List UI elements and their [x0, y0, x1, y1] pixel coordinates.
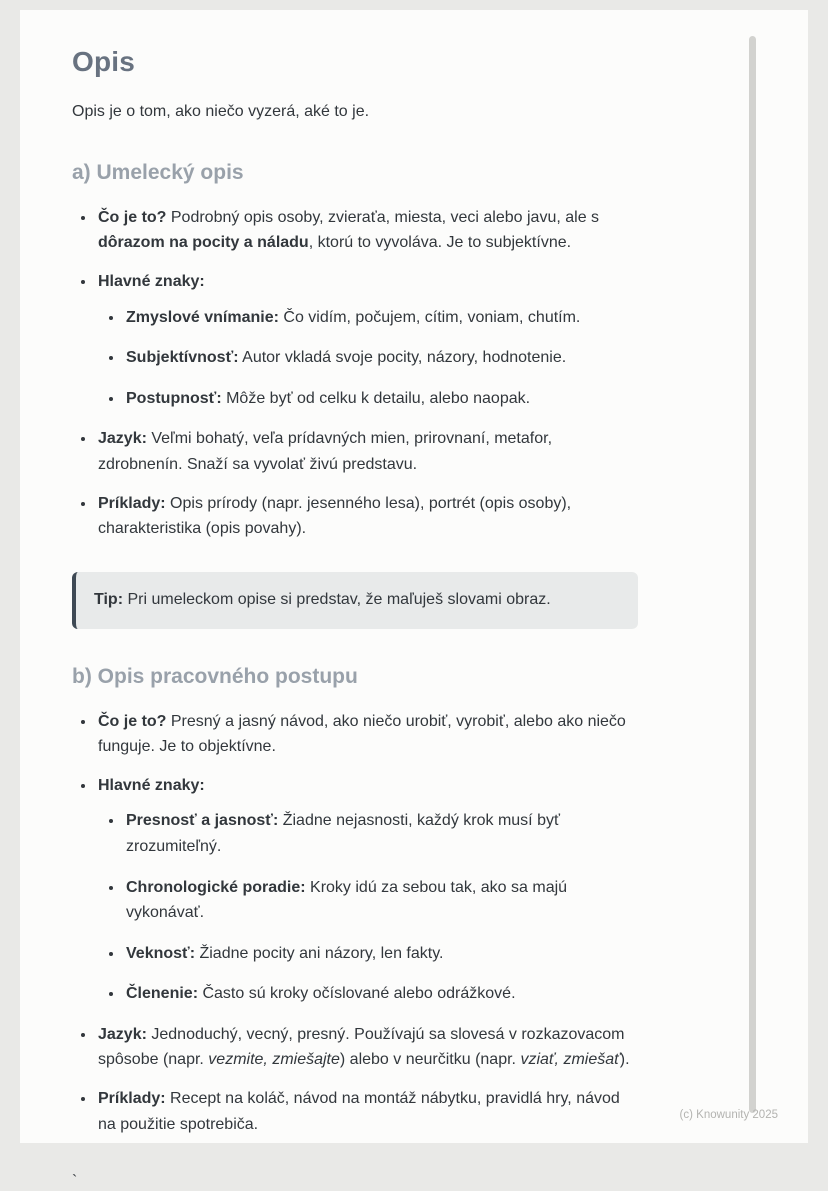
- text-segment: ).: [619, 1051, 630, 1069]
- sub-list-item: [124, 981, 638, 1007]
- bullet-list: [72, 205, 638, 542]
- sub-list-item: [124, 345, 638, 371]
- section-heading: b) Opis pracovného postupu: [72, 664, 358, 688]
- text-segment: Subjektívnosť:: [126, 349, 239, 367]
- text-segment: Recept na koláč, návod na montáž nábytku, pravidlá hry, návod na použitie spotrebiča.: [98, 1090, 620, 1133]
- text-segment: Jazyk:: [98, 1025, 147, 1043]
- text-segment: Chronologické poradie:: [126, 878, 306, 896]
- text-segment: vezmite, zmiešajte: [208, 1051, 340, 1069]
- text-segment: Presnosť a jasnosť:: [126, 812, 279, 830]
- list-item: [96, 269, 638, 411]
- document-content: [72, 46, 638, 1191]
- document-page: [20, 10, 808, 1191]
- text-segment: , ktorú to vyvoláva. Je to subjektívne.: [308, 234, 572, 252]
- text-segment: Kroky idú za sebou tak, ako sa majú vykonávať.: [126, 878, 568, 922]
- text-segment: Presný a jasný návod, ako niečo urobiť, vyrobiť, alebo ako niečo funguje. Je to objektívne.: [98, 712, 626, 756]
- list-item: [96, 491, 638, 542]
- text-segment: Čo je to?: [98, 208, 167, 226]
- sub-list-item: [124, 386, 638, 412]
- sub-bullet-list: [98, 305, 638, 412]
- text-segment: Členenie:: [126, 985, 199, 1003]
- text-segment: Často sú kroky očíslované alebo odrážkové.: [198, 985, 516, 1003]
- tip-callout: [72, 572, 638, 629]
- text-segment: Čo vidím, počujem, cítim, voniam, chutím.: [278, 308, 581, 326]
- text-segment: Veknosť:: [126, 944, 196, 962]
- text-segment: Autor vkladá svoje pocity, názory, hodnotenie.: [238, 349, 567, 367]
- text-segment: Pri umeleckom opise si predstav, že maľuješ slovami obraz.: [123, 590, 551, 608]
- text-segment: Tip:: [94, 590, 124, 608]
- text-segment: Opis prírody (napr. jesenného lesa), portrét (opis osoby), charakteristika (opis povahy).: [98, 494, 572, 538]
- text-segment: Podrobný opis osoby, zvieraťa, miesta, veci alebo javu, ale s: [166, 208, 600, 226]
- sub-list-item: [124, 941, 638, 967]
- text-segment: Veľmi bohatý, veľa prídavných mien, prirovnaní, metafor, zdrobnenín. Snaží sa vyvolať živú predstavu.: [98, 430, 553, 473]
- sub-list-item: [124, 305, 638, 331]
- list-item: [96, 1086, 638, 1137]
- list-item: [96, 709, 638, 760]
- text-segment: Príklady:: [98, 494, 166, 512]
- text-segment: Hlavné znaky:: [98, 272, 205, 290]
- list-item: [96, 773, 638, 1007]
- text-segment: Hlavné znaky:: [98, 776, 205, 794]
- text-segment: Zmyslové vnímanie:: [126, 308, 279, 326]
- sub-list-item: [124, 808, 638, 859]
- text-segment: Postupnosť:: [126, 389, 222, 407]
- text-segment: Žiadne nejasnosti, každý krok musí byť zrozumiteľný.: [126, 812, 560, 855]
- text-segment: Čo je to?: [98, 712, 167, 730]
- text-segment: Príklady:: [98, 1090, 166, 1108]
- text-segment: Jazyk:: [98, 430, 147, 448]
- stray-backtick: `: [72, 1173, 78, 1191]
- text-segment: Žiadne pocity ani názory, len fakty.: [195, 944, 444, 962]
- bullet-list: [72, 709, 638, 1138]
- sub-bullet-list: [98, 808, 638, 1007]
- sections-container: [72, 161, 638, 1137]
- text-segment: Jednoduchý, vecný, presný. Používajú sa slovesá v rozkazovacom spôsobe (napr.: [98, 1025, 625, 1069]
- text-segment: ) alebo v neurčitku (napr.: [339, 1051, 521, 1069]
- footer-watermark: (c) Knowunity 2025: [679, 1109, 778, 1121]
- list-item: [96, 1022, 638, 1073]
- sub-list-item: [124, 875, 638, 926]
- section-heading: a) Umelecký opis: [72, 160, 244, 184]
- list-item: [96, 205, 638, 256]
- list-item: [96, 426, 638, 477]
- scrollbar[interactable]: [749, 36, 756, 1113]
- text-segment: vziať, zmiešať: [520, 1051, 620, 1069]
- text-segment: Môže byť od celku k detailu, alebo naopak.: [221, 389, 531, 407]
- text-segment: dôrazom na pocity a náladu: [98, 234, 309, 252]
- intro-paragraph: Opis je o tom, ako niečo vyzerá, aké to je.: [72, 103, 370, 120]
- page-title: Opis: [72, 46, 136, 77]
